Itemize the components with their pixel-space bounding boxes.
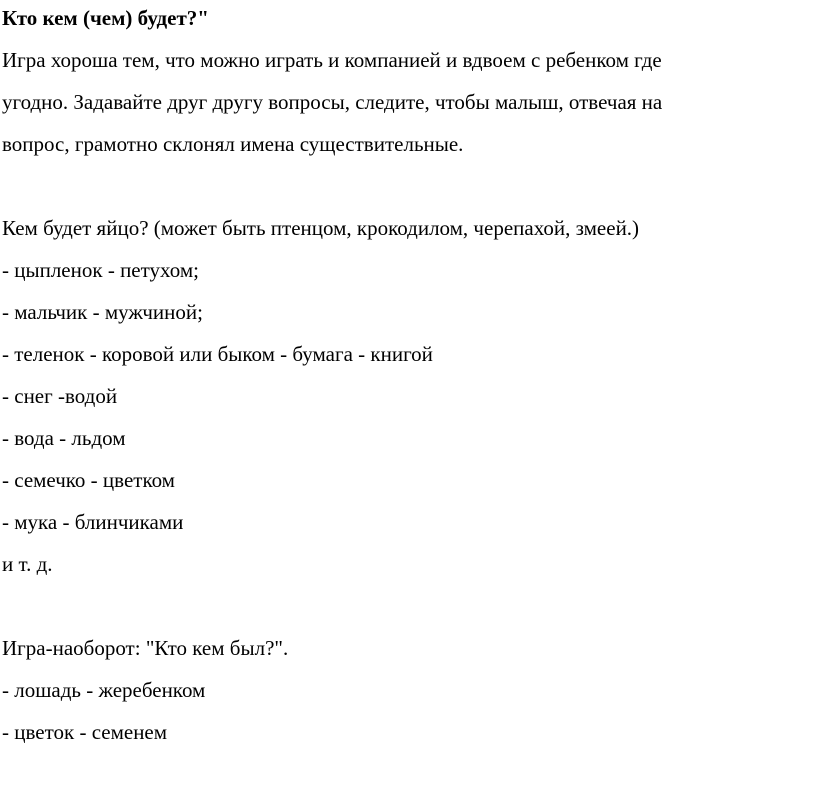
section-reverse-game [2, 627, 288, 753]
list-item: - мука - блинчиками [2, 510, 184, 534]
list-item: - снег -водой [2, 384, 118, 408]
list-item: - семечко - цветком [2, 468, 175, 492]
section1-closing: и т. д. [2, 552, 53, 576]
intro-line: Игра хороша тем, что можно играть и компанией и вдвоем с ребенком где [2, 48, 662, 72]
list-item: - мальчик - мужчиной; [2, 300, 203, 324]
document-title: Кто кем (чем) будет?" [2, 6, 209, 30]
intro-line: вопрос, грамотно склонял имена существительные. [2, 132, 464, 156]
list-item: - цветок - семенем [2, 720, 168, 744]
intro-line: угодно. Задавайте друг другу вопросы, следите, чтобы малыш, отвечая на [2, 90, 663, 114]
section1-question: Кем будет яйцо? (может быть птенцом, крокодилом, черепахой, змеей.) [2, 216, 640, 240]
list-item: - теленок - коровой или быком - бумага - книгой [2, 342, 433, 366]
intro-paragraph [2, 39, 802, 165]
section-what-will-become [2, 207, 639, 585]
section2-heading: Игра-наоборот: "Кто кем был?". [2, 636, 289, 660]
list-item: - лошадь - жеребенком [2, 678, 206, 702]
list-item: - вода - льдом [2, 426, 126, 450]
list-item: - цыпленок - петухом; [2, 258, 199, 282]
